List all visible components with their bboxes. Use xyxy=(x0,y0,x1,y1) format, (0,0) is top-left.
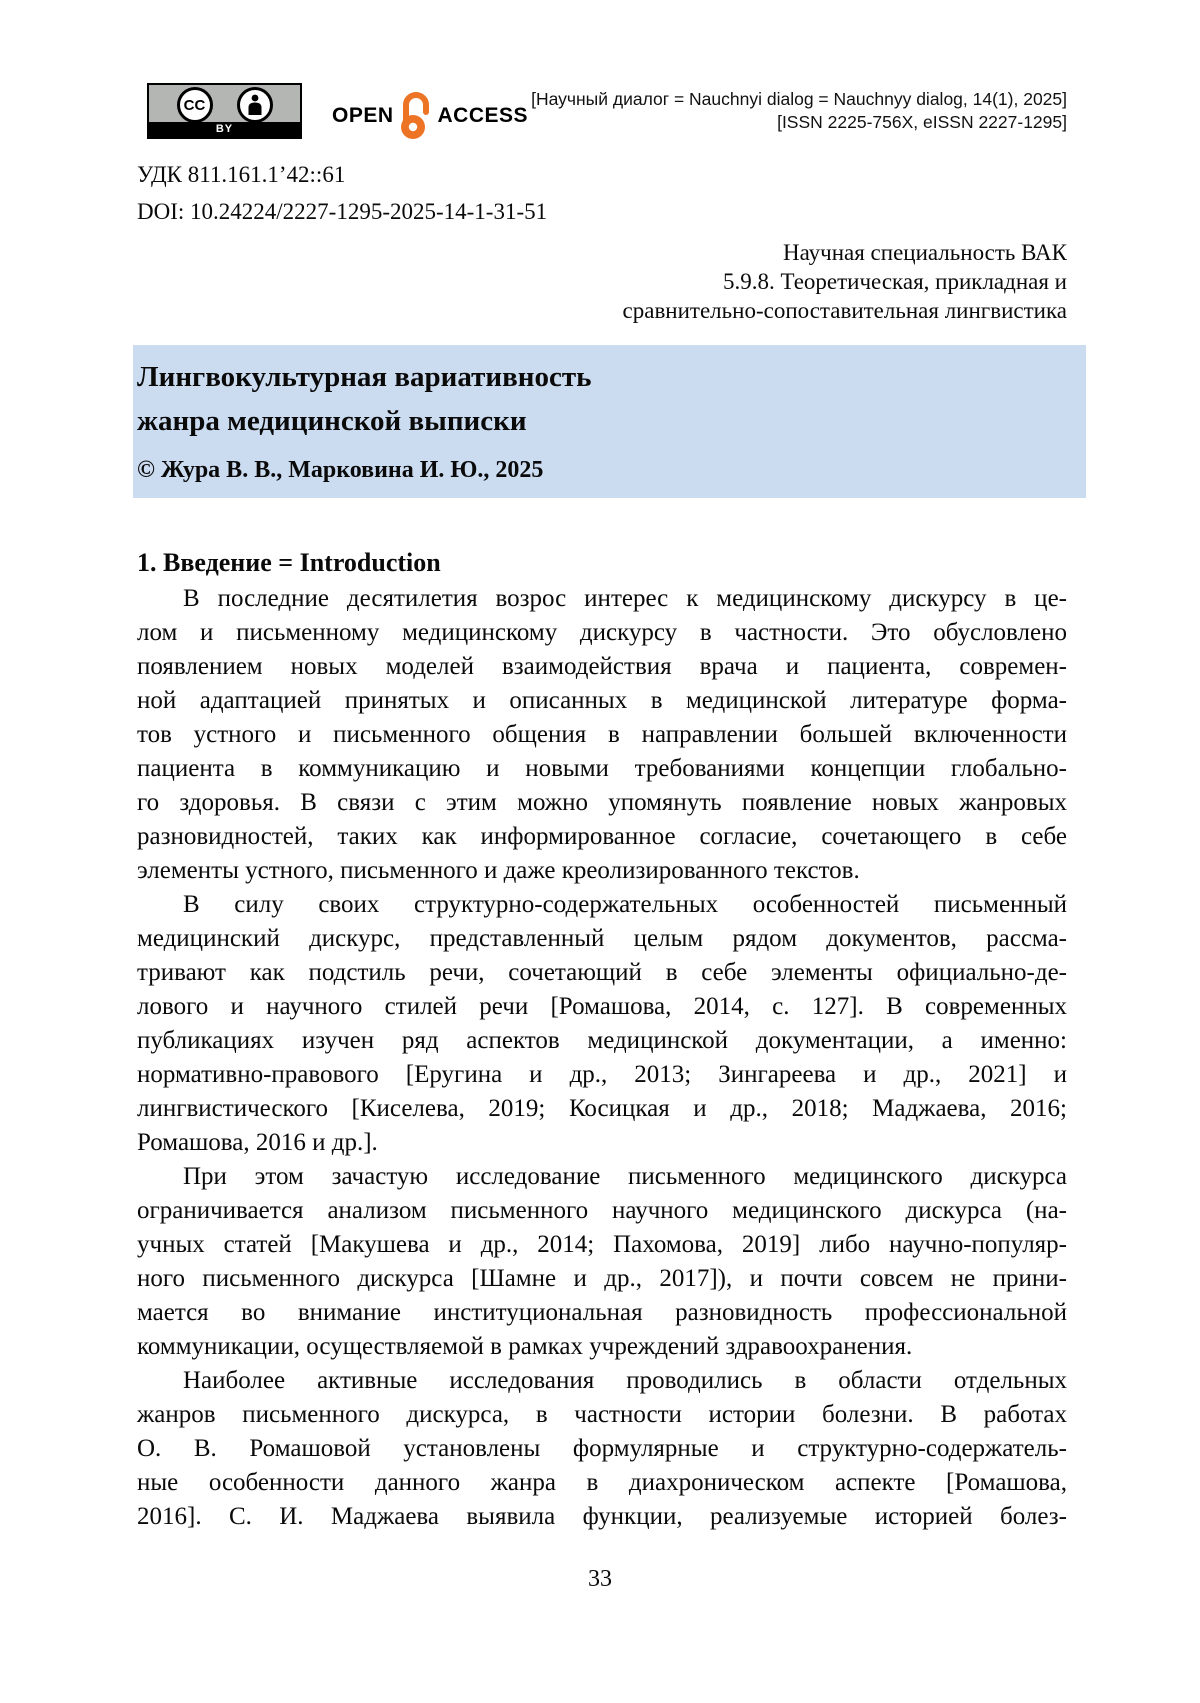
vak-line: 5.9.8. Теоретическая, прикладная и xyxy=(723,269,1067,294)
body-line: нормативно-правового [Еругина и др., 2013; Зингареева и др., 2021] и xyxy=(137,1061,1067,1088)
body-line: ограничивается анализом письменного научного медицинского дискурса (на- xyxy=(137,1197,1067,1224)
body-line: ной адаптацией принятых и описанных в медицинской литературе форма- xyxy=(137,687,1067,714)
body-line: публикациях изучен ряд аспектов медицинской документации, а именно: xyxy=(137,1027,1067,1054)
body-line: медицинский дискурс, представленный целым рядом документов, рассма- xyxy=(137,925,1067,952)
body-line: учных статей [Макушева и др., 2014; Пахомова, 2019] либо научно-популяр- xyxy=(137,1231,1067,1258)
cc-badge-circles xyxy=(149,87,300,123)
body-line: появлением новых моделей взаимодействия врача и пациента, современ- xyxy=(137,653,1067,680)
body-line: При этом зачастую исследование письменного медицинского дискурса xyxy=(183,1163,1067,1190)
page-number: 33 xyxy=(588,1566,612,1592)
attribution-person-icon xyxy=(237,87,273,123)
udc-code: УДК 811.161.1’42::61 xyxy=(137,162,346,187)
section-heading: 1. Введение = Introduction xyxy=(137,548,441,577)
body-line: тривают как подстиль речи, сочетающий в себе элементы официально-де- xyxy=(137,959,1067,986)
journal-issn-line: [ISSN 2225-756X, eISSN 2227-1295] xyxy=(777,112,1067,132)
body-line: мается во внимание институциональная разновидность профессиональной xyxy=(137,1299,1067,1326)
open-access-word-access: ACCESS xyxy=(437,104,529,127)
body-line: В последние десятилетия возрос интерес к медицинскому дискурсу в це- xyxy=(183,585,1067,612)
body-line: жанров письменного дискурса, в частности истории болезни. В работах xyxy=(137,1401,1067,1428)
page-header xyxy=(147,83,1067,141)
vak-line: Научная специальность ВАК xyxy=(782,240,1067,265)
body-text xyxy=(137,582,1067,1534)
cc-by-license-badge xyxy=(147,83,302,139)
body-line: О. В. Ромашовой установлены формулярные и структурно-содержатель- xyxy=(137,1435,1067,1462)
body-line: го здоровья. В связи с этим можно упомянуть появление новых жанровых xyxy=(137,789,1067,816)
body-line: лового и научного стилей речи [Ромашова, 2014, с. 127]. В современных xyxy=(137,993,1067,1020)
body-line: ного письменного дискурса [Шамне и др., 2017]), и почти совсем не прини- xyxy=(137,1265,1067,1292)
body-line: разновидностей, таких как информированное согласие, сочетающего в себе xyxy=(137,823,1067,850)
body-line: лом и письменному медицинскому дискурсу в частности. Это обусловлено xyxy=(137,619,1067,646)
cc-icon xyxy=(177,87,213,123)
body-line: коммуникации, осуществляемой в рамках учреждений здравоохранения. xyxy=(137,1333,913,1360)
article-title-line: Лингвокультурная вариативность xyxy=(137,361,592,393)
vak-line: сравнительно-сопоставительная лингвистика xyxy=(622,298,1067,323)
cc-icon-label: CC xyxy=(183,96,206,114)
article-title-block xyxy=(133,345,1086,498)
body-line: Наиболее активные исследования проводились в области отдельных xyxy=(183,1367,1067,1394)
journal-title-line: [Научный диалог = Nauchnyi dialog = Nauchnyy dialog, 14(1), 2025] xyxy=(531,89,1067,109)
journal-info xyxy=(531,83,1067,134)
open-access-word-open: OPEN xyxy=(332,104,394,127)
authors-copyright: © Жура В. В., Марковина И. Ю., 2025 xyxy=(137,457,544,483)
body-line: лингвистического [Киселева, 2019; Косицкая и др., 2018; Маджаева, 2016; xyxy=(137,1095,1067,1122)
body-line: Ромашова, 2016 и др.]. xyxy=(137,1129,378,1156)
body-line: ные особенности данного жанра в диахроническом аспекте [Ромашова, xyxy=(137,1469,1067,1496)
cc-by-strip: BY xyxy=(149,122,300,137)
open-access-logo xyxy=(332,91,528,141)
doi-code: DOI: 10.24224/2227-1295-2025-14-1-31-51 xyxy=(137,199,548,224)
body-line: 2016]. С. И. Маджаева выявила функции, реализуемые историей болез- xyxy=(137,1503,1067,1530)
body-line: тов устного и письменного общения в направлении большей включенности xyxy=(137,721,1067,748)
vak-speciality-block xyxy=(623,238,1067,325)
open-lock-icon xyxy=(398,91,434,141)
body-line: В силу своих структурно-содержательных особенностей письменный xyxy=(183,891,1067,918)
body-line: элементы устного, письменного и даже креолизированного текстов. xyxy=(137,857,860,884)
article-title-line: жанра медицинской выписки xyxy=(137,405,527,437)
body-line: пациента в коммуникацию и новыми требованиями концепции глобально- xyxy=(137,755,1067,782)
